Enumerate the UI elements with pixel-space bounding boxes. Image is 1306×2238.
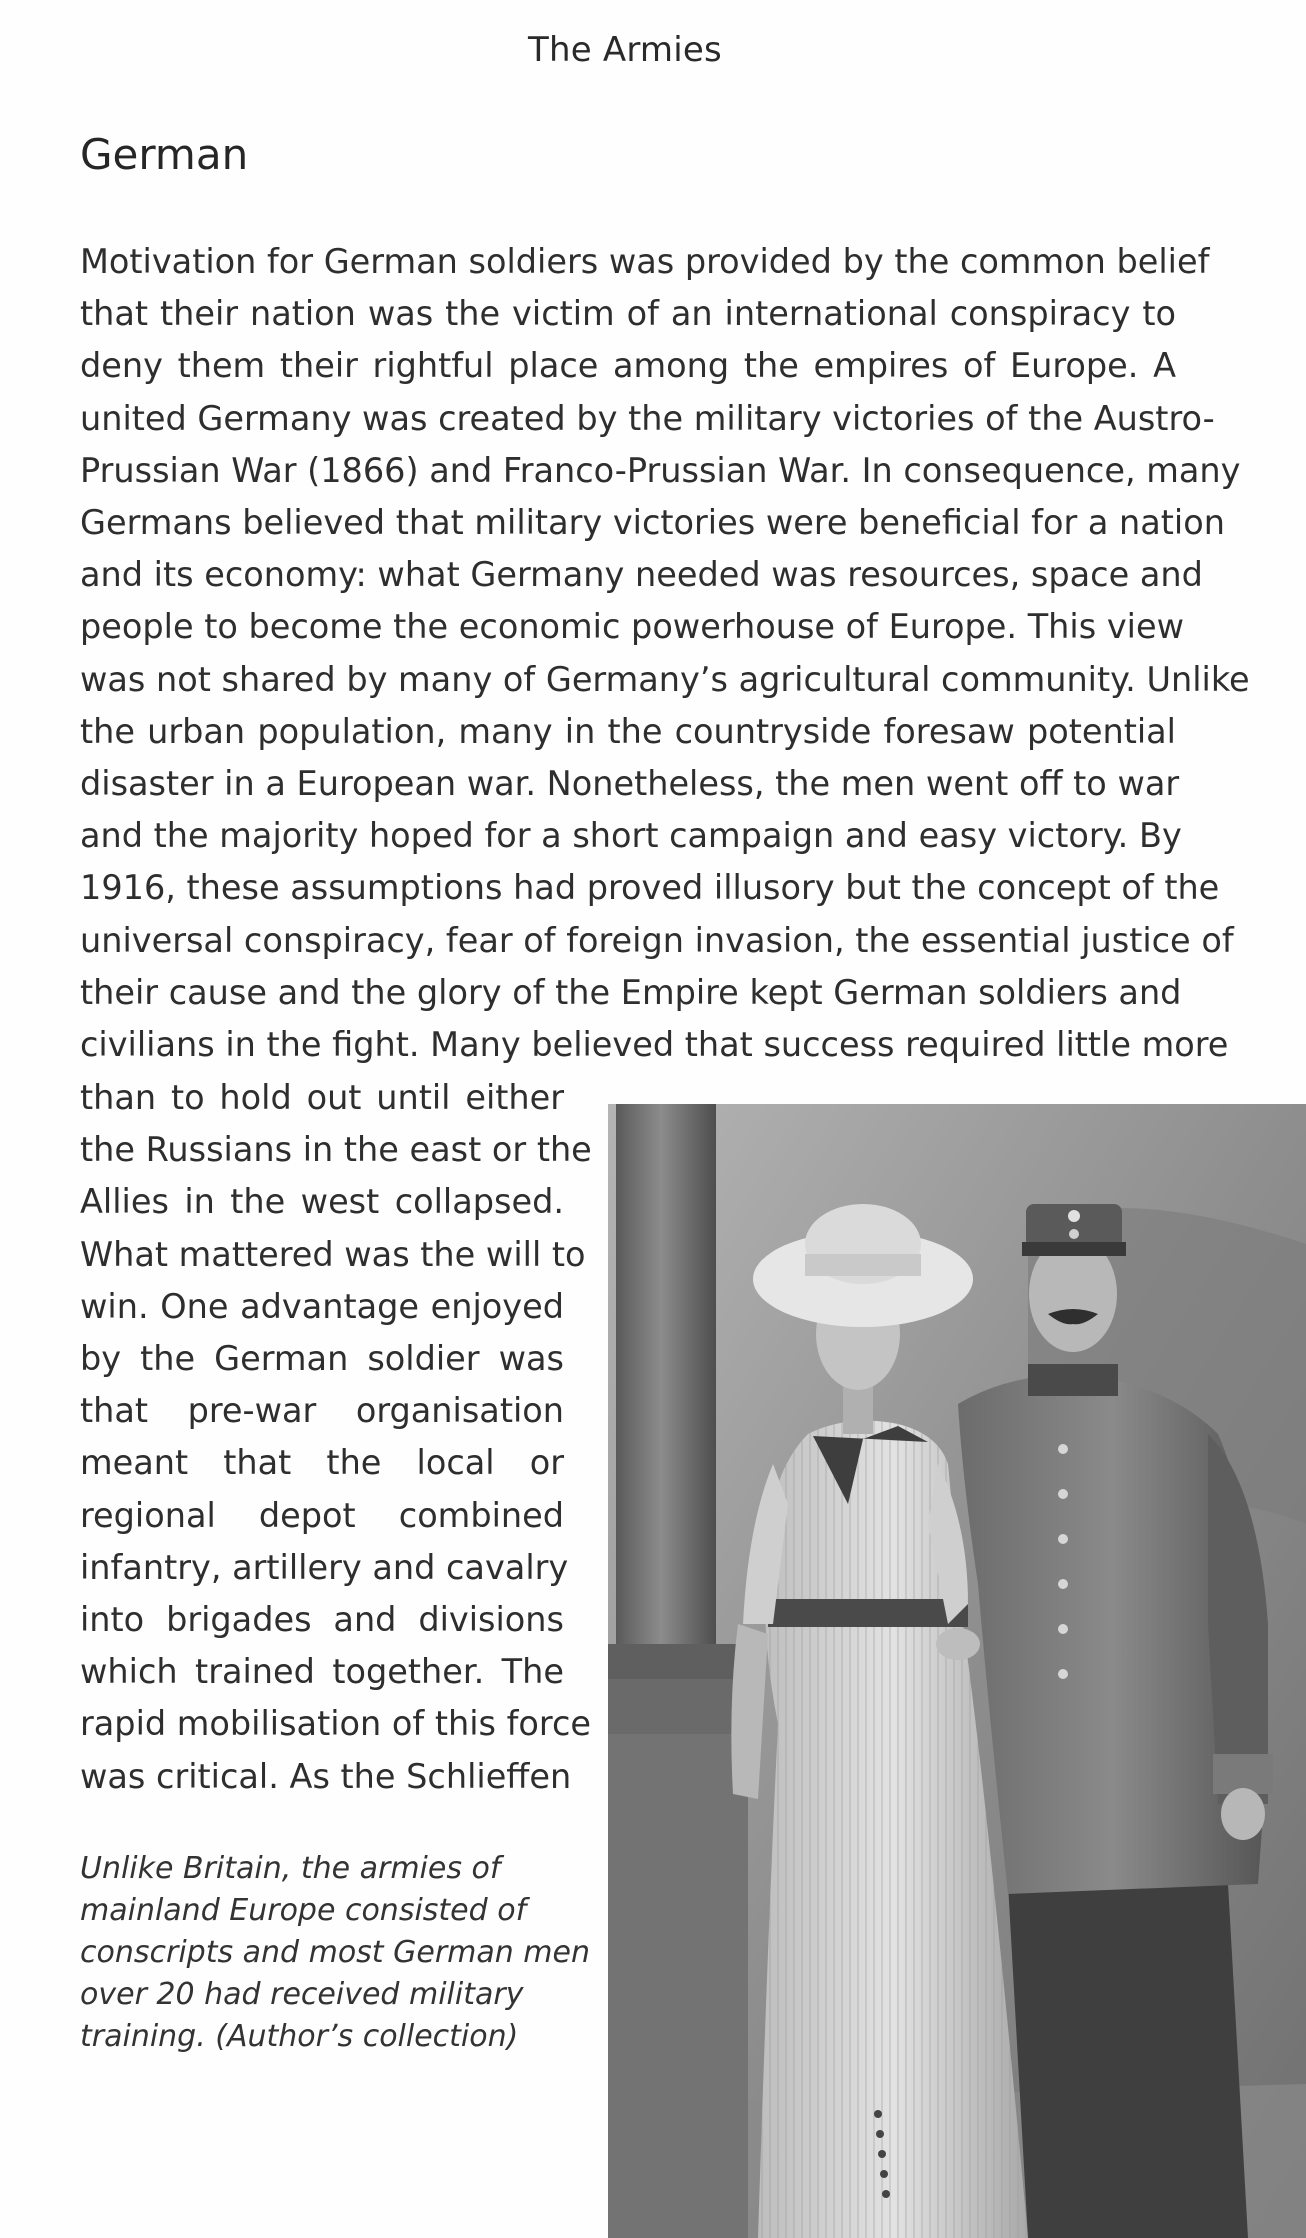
body-line: universal conspiracy, fear of foreign invasion, the essential justice of bbox=[80, 920, 1234, 960]
body-line: rapid mobilisation of this force bbox=[80, 1704, 591, 1744]
body-line: disaster in a European war. Nonetheless, the men went off to war bbox=[80, 764, 1180, 804]
body-line: 1916, these assumptions had proved illusory but the concept of the bbox=[80, 868, 1220, 908]
body-line: into brigades and divisions bbox=[80, 1600, 564, 1640]
body-line: infantry, artillery and cavalry bbox=[80, 1547, 569, 1587]
body-line: Motivation for German soldiers was provided by the common belief bbox=[80, 242, 1210, 281]
body-line: was critical. As the Schlieffen bbox=[80, 1756, 572, 1796]
body-line: people to become the economic powerhouse of Europe. This view bbox=[80, 607, 1184, 647]
section-heading: German bbox=[80, 130, 249, 179]
body-line: and its economy: what Germany needed was resources, space and bbox=[80, 555, 1203, 595]
caption-line: mainland Europe consisted of bbox=[80, 1893, 527, 1928]
caption-line: over 20 had received military bbox=[80, 1977, 524, 2012]
body-paragraph-narrow-column bbox=[80, 1072, 592, 1803]
body-line: by the German soldier was bbox=[80, 1339, 564, 1379]
body-line: the Russians in the east or the bbox=[80, 1130, 592, 1170]
body-line: that pre-war organisation bbox=[80, 1391, 564, 1431]
body-line: win. One advantage enjoyed bbox=[80, 1286, 564, 1326]
body-line: civilians in the fight. Many believed that success required little more bbox=[80, 1025, 1229, 1065]
body-line: the urban population, many in the countryside foresaw potential bbox=[80, 711, 1176, 751]
body-line: What mattered was the will to bbox=[80, 1234, 586, 1274]
body-line: was not shared by many of Germany’s agricultural community. Unlike bbox=[80, 659, 1250, 699]
body-line: than to hold out until either bbox=[80, 1078, 564, 1117]
photo-caption bbox=[80, 1848, 590, 2058]
body-line: Allies in the west collapsed. bbox=[80, 1182, 564, 1222]
body-line: meant that the local or bbox=[80, 1443, 564, 1483]
body-paragraph-full-width bbox=[80, 236, 1250, 1071]
caption-line: conscripts and most German men bbox=[80, 1935, 590, 1970]
hand bbox=[936, 1628, 980, 1660]
body-line: deny them their rightful place among the empires of Europe. A bbox=[80, 346, 1176, 386]
photo-illustration bbox=[608, 1104, 1306, 2238]
caption-line: training. (Author’s collection) bbox=[80, 2019, 519, 2054]
body-line: united Germany was created by the military victories of the Austro- bbox=[80, 398, 1215, 438]
body-line: regional depot combined bbox=[80, 1495, 564, 1535]
body-line: their cause and the glory of the Empire kept German soldiers and bbox=[80, 972, 1182, 1012]
body-line: and the majority hoped for a short campaign and easy victory. By bbox=[80, 816, 1182, 856]
caption-line: Unlike Britain, the armies of bbox=[80, 1851, 501, 1886]
body-line: Germans believed that military victories were beneficial for a nation bbox=[80, 503, 1225, 543]
historical-photograph bbox=[608, 1104, 1306, 2238]
body-line: Prussian War (1866) and Franco-Prussian War. In consequence, many bbox=[80, 450, 1241, 490]
body-line: that their nation was the victim of an international conspiracy to bbox=[80, 294, 1176, 334]
body-line: which trained together. The bbox=[80, 1652, 564, 1692]
running-head: The Armies bbox=[528, 30, 722, 70]
